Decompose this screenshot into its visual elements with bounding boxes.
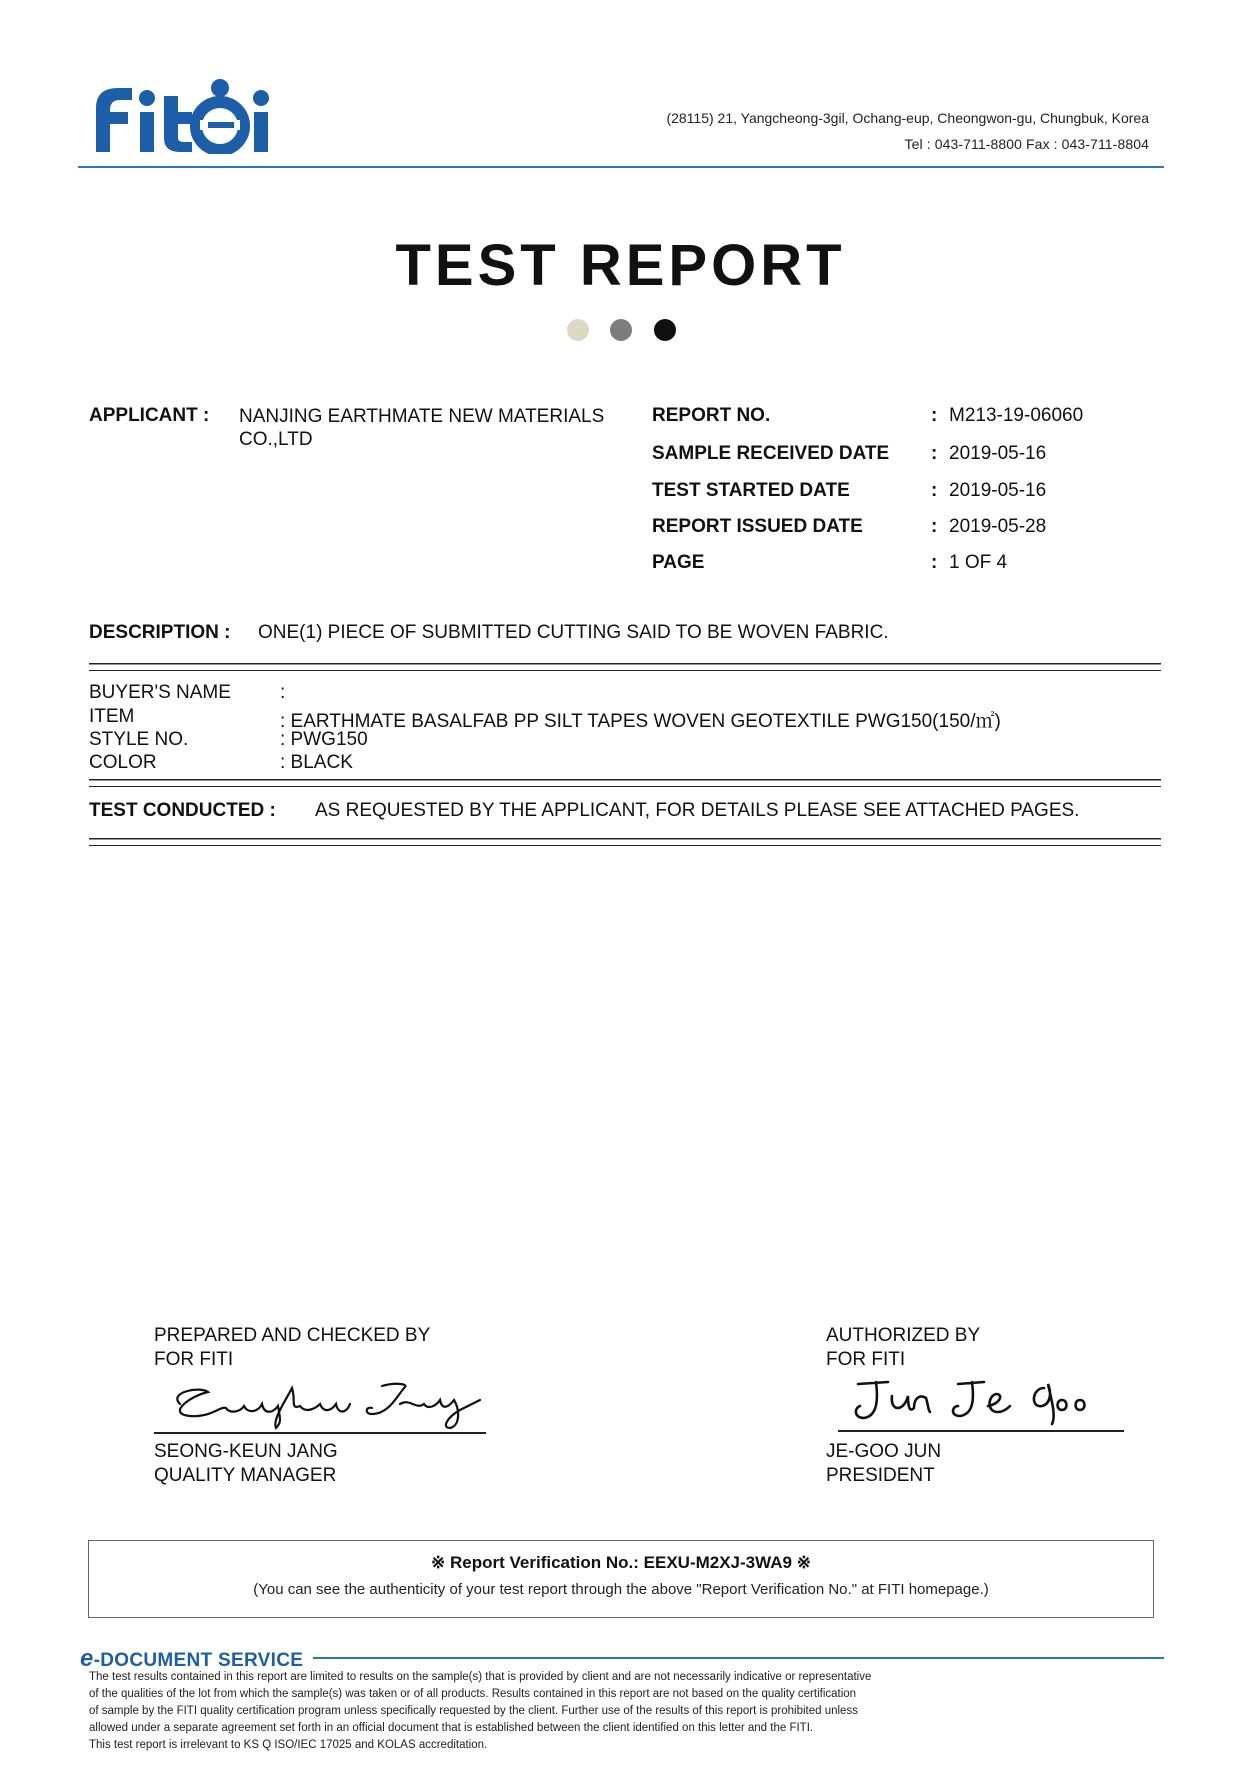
test-conducted-label: TEST CONDUCTED : (89, 800, 276, 821)
page-value: 1 OF 4 (949, 552, 1008, 573)
authorized-signature (848, 1368, 1118, 1430)
page-title: TEST REPORT (395, 233, 846, 298)
report-no-label: REPORT NO. (652, 405, 771, 426)
authorized-signature-line (838, 1430, 1124, 1432)
buyer-name-value: : (280, 682, 286, 703)
title-dot-black (654, 319, 676, 341)
title-dot-gray (610, 319, 632, 341)
report-no-colon: : (931, 405, 938, 426)
footer-divider (313, 1657, 1164, 1659)
test-started-value: 2019-05-16 (949, 480, 1047, 501)
description-label: DESCRIPTION : (89, 622, 231, 643)
title-dot-light (567, 319, 589, 341)
company-contact: Tel : 043-711-8800 Fax : 043-711-8804 (904, 136, 1149, 152)
sample-received-label: SAMPLE RECEIVED DATE (652, 443, 890, 464)
buyer-name-label: BUYER'S NAME (89, 682, 231, 703)
test-started-colon: : (931, 480, 938, 501)
color-label: COLOR (89, 752, 157, 773)
prepared-signature (160, 1370, 490, 1432)
authorized-by-label: AUTHORIZED BY (826, 1325, 981, 1346)
page-label: PAGE (652, 552, 705, 573)
verification-number: ※ Report Verification No.: EEXU-M2XJ-3WA9 ※ (431, 1553, 811, 1572)
report-issued-colon: : (931, 516, 938, 537)
edocument-rest: -DOCUMENT SERVICE (93, 1650, 304, 1671)
prepared-signature-line (154, 1432, 486, 1434)
style-no-label: STYLE NO. (89, 729, 189, 750)
disclaimer-line: allowed under a separate agreement set forth in an official document that is established between the client identified on this letter and the FITI. (89, 1722, 814, 1734)
style-no-value: : PWG150 (280, 729, 368, 750)
prepared-for-label: FOR FITI (154, 1349, 234, 1370)
authorized-name: JE-GOO JUN (826, 1441, 942, 1462)
test-started-label: TEST STARTED DATE (652, 480, 850, 501)
double-rule-top (89, 663, 1161, 671)
sample-received-colon: : (931, 443, 938, 464)
header-divider (78, 166, 1164, 168)
applicant-label: APPLICANT : (89, 405, 210, 426)
report-issued-value: 2019-05-28 (949, 516, 1047, 537)
disclaimer-line: of the qualities of the lot from which the sample(s) was taken or of all products. Results contained in this report are not based on the quality certification (89, 1688, 857, 1700)
disclaimer-line: This test report is irrelevant to KS Q ISO/IEC 17025 and KOLAS accreditation. (89, 1739, 488, 1751)
company-address: (28115) 21, Yangcheong-3gil, Ochang-eup, Cheongwon-gu, Chungbuk, Korea (666, 110, 1149, 126)
description-value: ONE(1) PIECE OF SUBMITTED CUTTING SAID TO BE WOVEN FABRIC. (258, 622, 889, 643)
double-rule-middle (89, 779, 1161, 787)
applicant-value: NANJING EARTHMATE NEW MATERIALS CO.,LTD (239, 406, 605, 450)
verification-note: (You can see the authenticity of your test report through the above "Report Verification No." at FITI homepage.) (253, 1581, 989, 1598)
item-label: ITEM (89, 706, 135, 727)
authorized-position: PRESIDENT (826, 1465, 935, 1486)
prepared-name: SEONG-KEUN JANG (154, 1441, 338, 1462)
fiti-logo (88, 74, 278, 154)
sample-received-value: 2019-05-16 (949, 443, 1047, 464)
verification-box (88, 1540, 1154, 1618)
disclaimer-line: The test results contained in this report are limited to results on the sample(s) that is provided by client and are not necessarily indicative or representative (89, 1671, 872, 1683)
disclaimer-text (89, 1669, 949, 1754)
color-value: : BLACK (280, 752, 353, 773)
edocument-e: e (80, 1645, 94, 1672)
test-conducted-value: AS REQUESTED BY THE APPLICANT, FOR DETAILS PLEASE SEE ATTACHED PAGES. (315, 800, 1080, 821)
report-no-value: M213-19-06060 (949, 405, 1084, 426)
double-rule-bottom (89, 838, 1161, 846)
authorized-for-label: FOR FITI (826, 1349, 906, 1370)
report-issued-label: REPORT ISSUED DATE (652, 516, 863, 537)
item-value: : EARTHMATE BASALFAB PP SILT TAPES WOVEN GEOTEXTILE PWG150(150/㎡) (280, 711, 1001, 732)
prepared-position: QUALITY MANAGER (154, 1465, 337, 1486)
disclaimer-line: of sample by the FITI quality certification program unless specifically requested by the client. Further use of the results of this report is prohibited unless (89, 1705, 858, 1717)
prepared-by-label: PREPARED AND CHECKED BY (154, 1325, 431, 1346)
page-colon: : (931, 552, 938, 573)
